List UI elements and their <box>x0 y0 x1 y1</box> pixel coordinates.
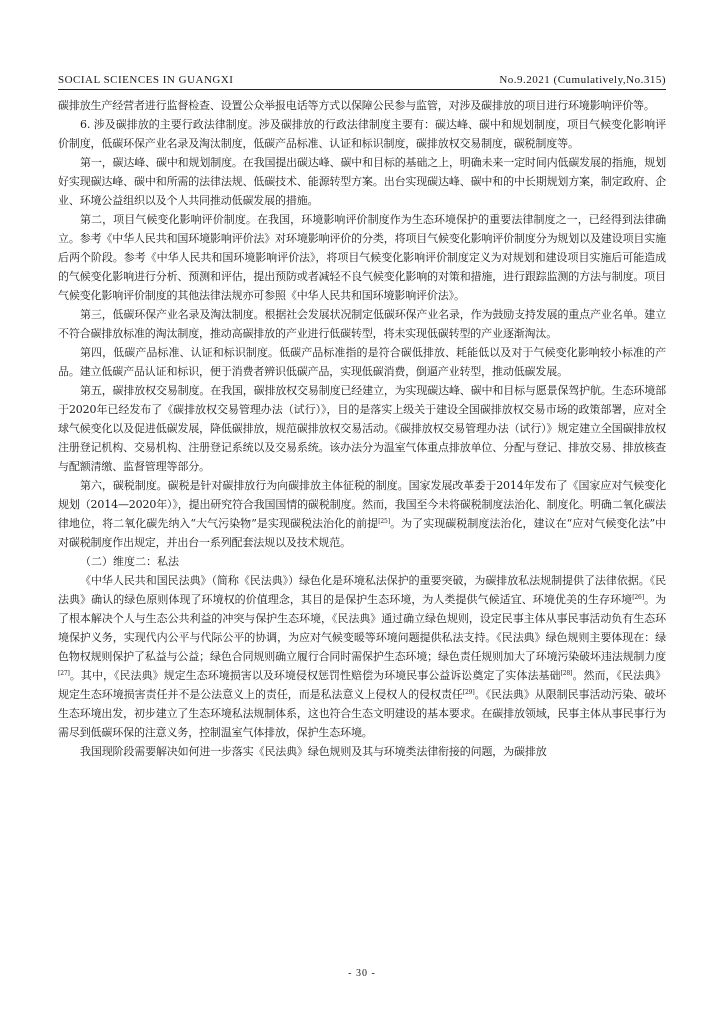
paragraph-continued: 碳排放生产经营者进行监督检查、设置公众举报电话等方式以保障公民参与监管，对涉及碳排放的项目进行环境影响评价等。 <box>58 99 655 112</box>
header-rule <box>58 89 666 90</box>
civil-code-text-3: 。其中，《民法典》规定生态环境损害以及环境侵权惩罚性赔偿为环境民事公益诉讼奠定了实体法基础 <box>69 669 561 682</box>
citation-25: [25] <box>378 518 390 525</box>
civil-code-text-1: 《中华人民共和国民法典》（简称《民法典》）绿色化是环境私法保护的重要突破，为碳排放私法规制提供了法律依据。《民法典》确认的绿色原则体现了环境权的价值理念，其目的是保护生态环境，为人类提供气候适宜、环境优美的生存环境 <box>58 574 666 606</box>
citation-27: [27] <box>58 670 70 677</box>
citation-28: [28] <box>560 670 573 677</box>
paragraph-climate-impact-assessment: 第二，项目气候变化影响评价制度。在我国，环境影响评价制度作为生态环境保护的重要法律制度之一，已经得到法律确立。参考《中华人民共和国环境影响评价法》对环境影响评价的分类，将项目气候变化影响评价制度分为规划以及建设项目实施后两个阶段。参考《中华人民共和国环境影响评价法》，将项目气候变化影响评价制度定义为对规划和建设项目实施后可能造成的气候变化影响进行分析、预测和评估，提出预防或者减轻不良气候变化影响的对策和措施，进行跟踪监测的方法与制度。项目气候变化影响评价制度的其他法律法规亦可参照《中华人民共和国环境影响评价法》。 <box>58 213 666 302</box>
running-header <box>58 66 666 86</box>
civil-code-text-5: 。《民法典》从限制民事活动污染、破坏生态环境出发，初步建立了生态环境私法规制体系，这也符合生态文明建设的基本要求。在碳排放领域，民事主体从事民事行为需尽到低碳环保的注意义务，控制温室气体排放，保护生态环境。 <box>58 688 666 739</box>
paragraph-admin-law-overview: 6. 涉及碳排放的主要行政法律制度。涉及碳排放的行政法律制度主要有：碳达峰、碳中和规划制度，项目气候变化影响评价制度，低碳环保产业名录及淘汰制度，低碳产品标准、认证和标识制度，碳排放权交易制度，碳税制度等。 <box>58 118 666 150</box>
journal-name: SOCIAL SCIENCES IN GUANGXI <box>58 74 234 86</box>
civil-code-text-2: 。为了根本解决个人与生态公共利益的冲突与保护生态环境，《民法典》通过确立绿色规则，设定民事主体从事民事活动负有生态环境保护义务，实现代内公平与代际公平的协调，为应对气候变暖等环境问题提供私法支持。《民法典》绿色规则主要体现在：绿色物权规则保护了私益与公益；绿色合同规则确立履行合同时需保护生态环境；绿色责任规则加大了环境污染破坏违法规制力度 <box>58 593 666 663</box>
paragraph-industry-catalog: 第三，低碳环保产业名录及淘汰制度。根据社会发展状况制定低碳环保产业名录，作为鼓励支持发展的重点产业名单。建立不符合碳排放标准的淘汰制度，推动高碳排放的产业进行低碳转型，将未实现低碳转型的产业逐渐淘汰。 <box>58 308 666 340</box>
page-number: - 30 - <box>348 968 376 979</box>
carbon-tax-text-2: 。为了实现碳税制度法治化，建议在“应对气候变化法”中对碳税制度作出规定，并出台一系列配套法规以及技术规范。 <box>58 517 666 549</box>
civil-code-text-4: 。然而，《民法典》规定生态环境损害责任并不是公法意义上的责任，而是私法意义上侵权人的侵权责任 <box>58 669 666 701</box>
citation-26: [26] <box>632 594 644 601</box>
issue-info: No.9.2021 (Cumulatively,No.315) <box>499 74 666 86</box>
paragraph-low-carbon-products: 第四，低碳产品标准、认证和标识制度。低碳产品标准指的是符合碳低排放、耗能低以及对于气候变化影响较小标准的产品。建立低碳产品认证和标识，便于消费者辨识低碳产品，实现低碳消费，倒逼产业转型，推动低碳发展。 <box>58 346 666 378</box>
article-body <box>58 96 666 966</box>
paragraph-civil-code <box>58 571 666 742</box>
paragraph-carbon-tax <box>58 476 666 552</box>
paragraph-civil-code-implementation: 我国现阶段需要解决如何进一步落实《民法典》绿色规则及其与环境类法律衔接的问题，为碳排放 <box>80 745 547 758</box>
paragraph-carbon-peak-planning: 第一，碳达峰、碳中和规划制度。在我国提出碳达峰、碳中和目标的基础之上，明确未来一定时间内低碳发展的指施，规划好实现碳达峰、碳中和所需的法律法规、低碳技术、能源转型方案。出台实现碳达峰、碳中和的中长期规划方案，制定政府、企业、环境公益组织以及个人共同推动低碳发展的措施。 <box>58 156 666 207</box>
paragraph-emissions-trading: 第五，碳排放权交易制度。在我国，碳排放权交易制度已经建立，为实现碳达峰、碳中和目标与愿景保驾护航。生态环境部于2020年已经发布了《碳排放权交易管理办法（试行）》，目的是落实上级关于建设全国碳排放权交易市场的政策部署，应对全球气候变化以及促进低碳发展，降低碳排放，规范碳排放权交易活动。《碳排放权交易管理办法（试行）》规定建立全国碳排放权注册登记机构、交易机构、注册登记系统以及交易系统。该办法分为温室气体重点排放单位、分配与登记、排放交易、排放核查与配额清缴、监督管理等部分。 <box>58 384 666 473</box>
citation-29: [29] <box>462 689 475 696</box>
carbon-tax-text-1: 第六，碳税制度。碳税是针对碳排放行为向碳排放主体征税的制度。国家发展改革委于2014年发布了《国家应对气候变化规划（2014—2020年）》，提出研究符合我国国情的碳税制度。然而，我国至今未将碳税制度法治化、制度化。明确二氧化碳法律地位，将二氧化碳先纳入“大气污染物”是实现碳税法治化的前提 <box>58 479 666 530</box>
section-heading-private-law: （二）维度二：私法 <box>80 555 179 568</box>
